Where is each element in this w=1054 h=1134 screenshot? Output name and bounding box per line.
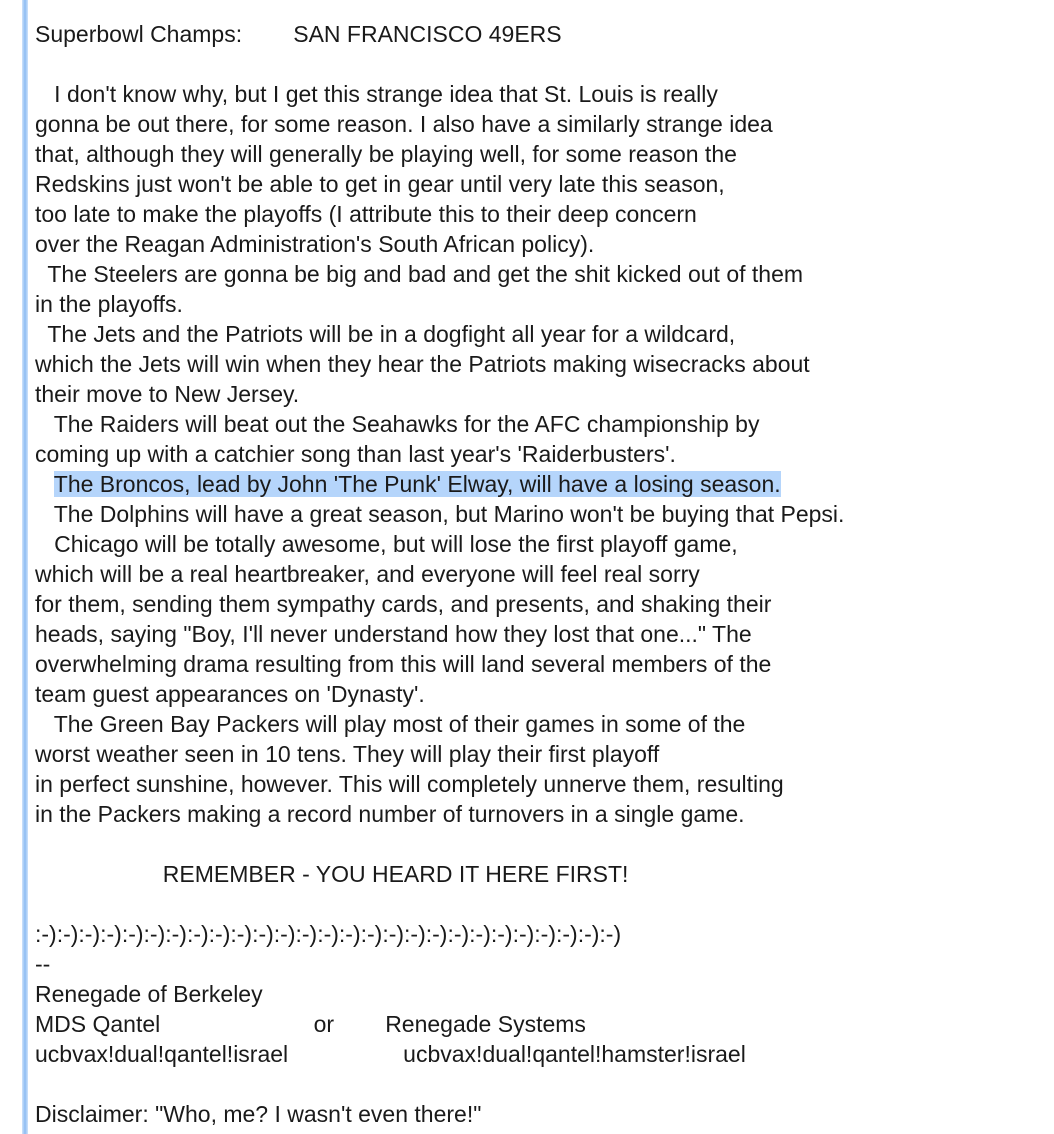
signature-line: Renegade of Berkeley — [35, 981, 263, 1007]
text-line: Chicago will be totally awesome, but will lose the first playoff game, — [35, 531, 738, 557]
text-line: The Green Bay Packers will play most of their games in some of the — [35, 711, 746, 737]
text-line: too late to make the playoffs (I attribute this to their deep concern — [35, 201, 697, 227]
text-line: which will be a real heartbreaker, and everyone will feel real sorry — [35, 561, 700, 587]
text-line: over the Reagan Administration's South African policy). — [35, 231, 595, 257]
text-line: coming up with a catchier song than last year's 'Raiderbusters'. — [35, 441, 676, 467]
text-line: which the Jets will win when they hear the Patriots making wisecracks about — [35, 351, 810, 377]
text-line: that, although they will generally be playing well, for some reason the — [35, 141, 737, 167]
selected-text-line[interactable] — [35, 469, 1045, 499]
text-line: in the Packers making a record number of turnovers in a single game. — [35, 801, 745, 827]
blank-line — [35, 829, 1045, 859]
text-line: team guest appearances on 'Dynasty'. — [35, 681, 425, 707]
text-line: worst weather seen in 10 tens. They will play their first playoff — [35, 741, 660, 767]
text-line: overwhelming drama resulting from this will land several members of the — [35, 651, 772, 677]
text-line: The Steelers are gonna be big and bad and get the shit kicked out of them — [35, 261, 804, 287]
text-line: for them, sending them sympathy cards, and presents, and shaking their — [35, 591, 772, 617]
message-body — [35, 19, 1045, 1129]
disclaimer-line: Disclaimer: "Who, me? I wasn't even there!" — [35, 1101, 482, 1127]
signature-separator: -- — [35, 951, 51, 977]
blank-line — [35, 49, 1045, 79]
blank-line — [35, 1069, 1045, 1099]
text-line: The Jets and the Patriots will be in a dogfight all year for a wildcard, — [35, 321, 736, 347]
text-line: in the playoffs. — [35, 291, 183, 317]
text-selection-highlight[interactable]: The Broncos, lead by John 'The Punk' Elway, will have a losing season. — [53, 471, 781, 497]
text-line: The Dolphins will have a great season, but Marino won't be buying that Pepsi. — [35, 501, 845, 527]
text-line: heads, saying "Boy, I'll never understand how they lost that one..." The — [35, 621, 752, 647]
text-line: in perfect sunshine, however. This will completely unnerve them, resulting — [35, 771, 784, 797]
text-line: I don't know why, but I get this strange idea that St. Louis is really — [35, 81, 718, 107]
blank-line — [35, 889, 1045, 919]
text-line: REMEMBER - YOU HEARD IT HERE FIRST! — [35, 861, 629, 887]
selection-indent — [35, 471, 54, 497]
smiley-divider: :-):-):-):-):-):-):-):-):-):-):-):-):-):-):-):-):-):-):-):-):-):-):-):-):-):-):-) — [35, 921, 622, 947]
text-line: gonna be out there, for some reason. I also have a similarly strange idea — [35, 111, 773, 137]
text-line: their move to New Jersey. — [35, 381, 300, 407]
signature-line: ucbvax!dual!qantel!israel ucbvax!dual!qantel!hamster!israel — [35, 1041, 746, 1067]
left-accent-bar — [22, 0, 28, 1134]
signature-line: MDS Qantel or Renegade Systems — [35, 1011, 586, 1037]
text-line: Redskins just won't be able to get in gear until very late this season, — [35, 171, 725, 197]
text-line: Superbowl Champs: SAN FRANCISCO 49ERS — [35, 21, 562, 47]
text-line: The Raiders will beat out the Seahawks for the AFC championship by — [35, 411, 760, 437]
